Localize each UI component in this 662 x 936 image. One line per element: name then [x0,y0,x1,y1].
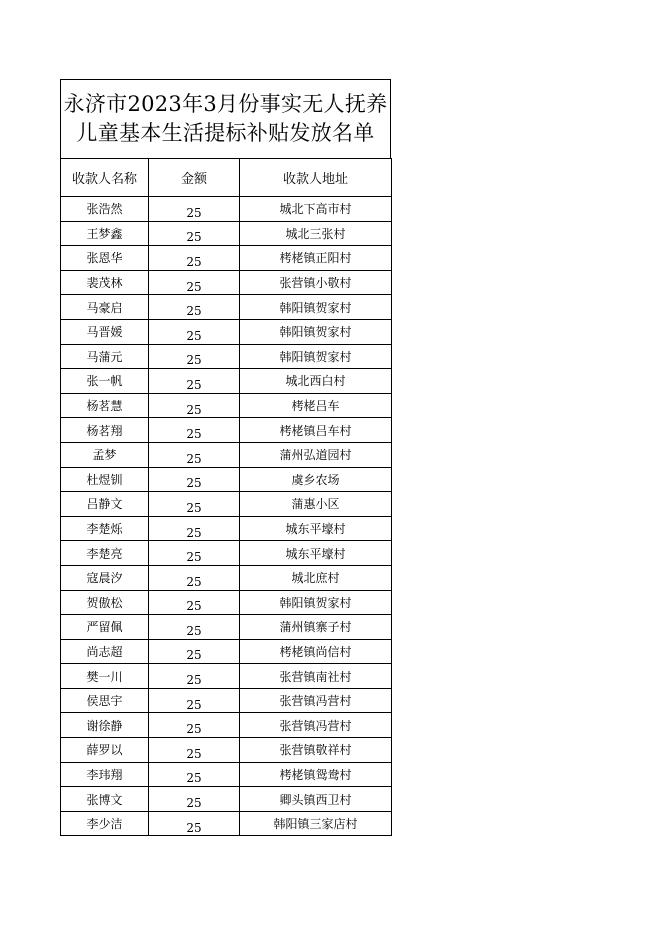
cell-amount [149,713,240,738]
title-line-2: 儿童基本生活提标补贴发放名单 [76,121,375,145]
cell-amount [149,565,240,590]
cell-name: 马豪启 [61,295,149,320]
cell-name: 寇晨汐 [61,565,149,590]
cell-name: 王梦鑫 [61,221,149,246]
cell-name: 贺傲松 [61,590,149,615]
table-row [61,713,392,738]
cell-address: 蒲州镇寨子村 [240,615,392,640]
cell-amount [149,418,240,443]
cell-name: 李少洁 [61,811,149,836]
cell-address: 韩阳镇三家店村 [240,811,392,836]
table-row [61,393,392,418]
cell-name: 谢徐静 [61,713,149,738]
cell-amount [149,369,240,394]
table-row [61,492,392,517]
cell-name: 马晋媛 [61,319,149,344]
cell-amount [149,688,240,713]
cell-amount [149,197,240,222]
cell-address: 韩阳镇贺家村 [240,590,392,615]
cell-amount-text: 25 [186,304,202,319]
cell-address: 张营镇小敬村 [240,270,392,295]
cell-name: 樊一川 [61,664,149,689]
cell-amount-text: 25 [186,574,202,589]
cell-address: 韩阳镇贺家村 [240,344,392,369]
cell-name: 侯思宇 [61,688,149,713]
cell-amount [149,393,240,418]
cell-amount [149,319,240,344]
table-row [61,787,392,812]
cell-amount [149,344,240,369]
cell-address: 卿头镇西卫村 [240,787,392,812]
table-row [61,664,392,689]
table-row [61,615,392,640]
table-row [61,541,392,566]
cell-amount [149,270,240,295]
cell-address: 城北三张村 [240,221,392,246]
cell-amount-text: 25 [186,820,202,835]
table-row [61,442,392,467]
table-row [61,369,392,394]
cell-amount-text: 25 [186,623,202,638]
cell-address: 栲栳镇正阳村 [240,246,392,271]
cell-address: 城东平壕村 [240,541,392,566]
table-row [61,246,392,271]
cell-amount [149,639,240,664]
table-row [61,688,392,713]
cell-amount-text: 25 [186,525,202,540]
cell-name: 李玮翔 [61,762,149,787]
cell-address: 张营镇南社村 [240,664,392,689]
cell-amount-text: 25 [186,254,202,269]
cell-amount-text: 25 [186,205,202,220]
payment-table [60,158,392,836]
cell-address: 城北庶村 [240,565,392,590]
cell-name: 李楚烁 [61,516,149,541]
cell-name: 杨茗慧 [61,393,149,418]
cell-amount-text: 25 [186,673,202,688]
spreadsheet [60,79,391,836]
cell-address: 栲栳镇鸳鸯村 [240,762,392,787]
cell-amount-text: 25 [186,550,202,565]
cell-amount [149,492,240,517]
table-row [61,467,392,492]
cell-amount-text: 25 [186,796,202,811]
cell-amount-text: 25 [186,722,202,737]
cell-name: 严留佩 [61,615,149,640]
document-title [60,79,391,158]
column-header-name: 收款人名称 [61,159,149,197]
cell-amount-text: 25 [186,402,202,417]
cell-amount-text: 25 [186,697,202,712]
cell-amount-text: 25 [186,648,202,663]
table-row [61,197,392,222]
title-line-1: 永济市2023年3月份事实无人抚养 [63,92,388,116]
cell-address: 栲栳吕车 [240,393,392,418]
cell-name: 张一帆 [61,369,149,394]
cell-address: 城北下高市村 [240,197,392,222]
cell-amount [149,221,240,246]
cell-name: 吕静文 [61,492,149,517]
cell-name: 杨茗翔 [61,418,149,443]
cell-amount-text: 25 [186,771,202,786]
cell-name: 杜煜钏 [61,467,149,492]
cell-amount-text: 25 [186,427,202,442]
table-header-row [61,159,392,197]
cell-amount [149,615,240,640]
table-row [61,295,392,320]
table-row [61,221,392,246]
cell-name: 尚志超 [61,639,149,664]
column-header-amount: 金额 [149,159,240,197]
cell-address: 蒲州弘道园村 [240,442,392,467]
cell-amount [149,467,240,492]
cell-name: 孟梦 [61,442,149,467]
cell-amount-text: 25 [186,746,202,761]
cell-address: 韩阳镇贺家村 [240,319,392,344]
table-row [61,418,392,443]
cell-amount [149,246,240,271]
cell-amount [149,590,240,615]
table-row [61,344,392,369]
cell-name: 裴茂林 [61,270,149,295]
cell-address: 城东平壕村 [240,516,392,541]
cell-amount-text: 25 [186,451,202,466]
table-row [61,270,392,295]
cell-address: 栲栳镇吕车村 [240,418,392,443]
table-row [61,639,392,664]
table-row [61,516,392,541]
cell-address: 张营镇冯营村 [240,688,392,713]
column-header-address: 收款人地址 [240,159,392,197]
cell-address: 韩阳镇贺家村 [240,295,392,320]
cell-amount [149,762,240,787]
cell-name: 张恩华 [61,246,149,271]
cell-amount [149,442,240,467]
cell-amount-text: 25 [186,476,202,491]
table-row [61,738,392,763]
cell-address: 虞乡农场 [240,467,392,492]
cell-amount [149,787,240,812]
cell-address: 蒲惠小区 [240,492,392,517]
cell-address: 张营镇冯营村 [240,713,392,738]
cell-amount [149,738,240,763]
cell-amount [149,516,240,541]
cell-amount-text: 25 [186,599,202,614]
cell-amount [149,811,240,836]
cell-amount-text: 25 [186,230,202,245]
cell-name: 薛罗以 [61,738,149,763]
table-row [61,762,392,787]
cell-amount-text: 25 [186,328,202,343]
cell-name: 李楚亮 [61,541,149,566]
cell-address: 栲栳镇尚信村 [240,639,392,664]
cell-amount [149,541,240,566]
cell-amount [149,295,240,320]
table-row [61,811,392,836]
cell-name: 张浩然 [61,197,149,222]
cell-amount-text: 25 [186,500,202,515]
table-row [61,590,392,615]
cell-amount-text: 25 [186,279,202,294]
cell-name: 马蒲元 [61,344,149,369]
cell-amount-text: 25 [186,353,202,368]
cell-address: 张营镇敬祥村 [240,738,392,763]
cell-address: 城北西白村 [240,369,392,394]
cell-amount [149,664,240,689]
table-row [61,319,392,344]
cell-name: 张博文 [61,787,149,812]
table-row [61,565,392,590]
cell-amount-text: 25 [186,377,202,392]
